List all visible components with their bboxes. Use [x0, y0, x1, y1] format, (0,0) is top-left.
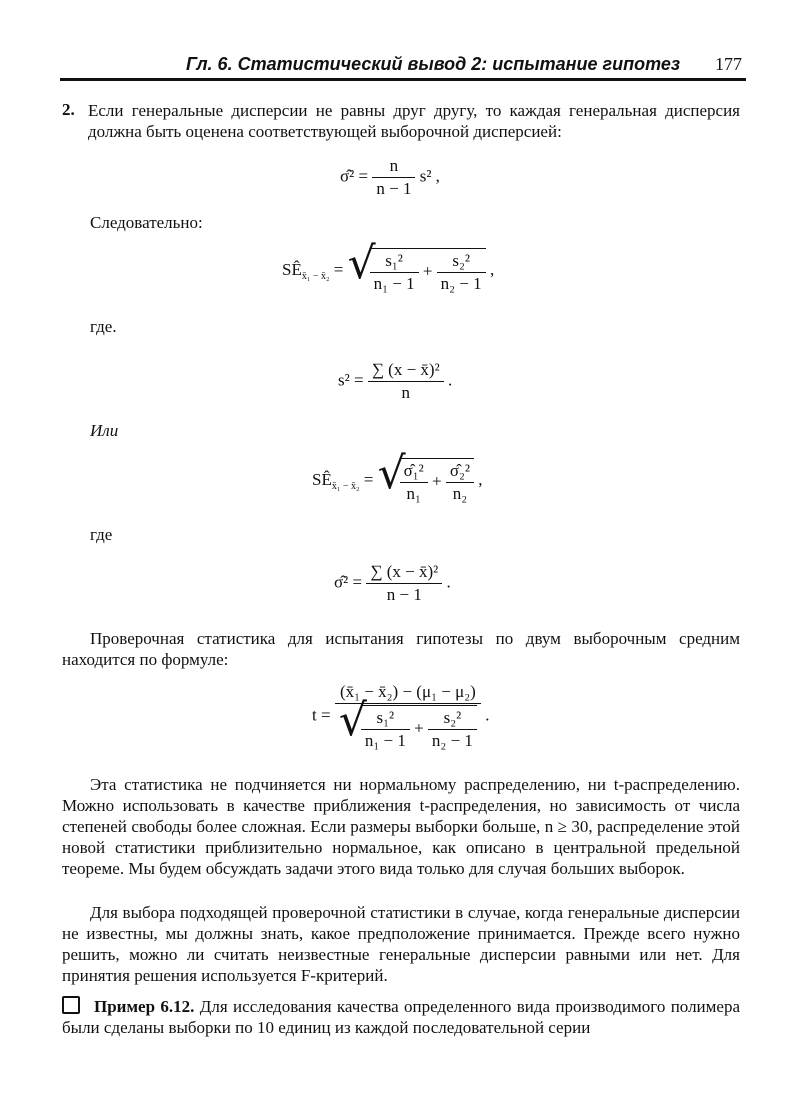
eq6-frac-2: [428, 708, 477, 751]
page-header: [60, 52, 746, 81]
eq2-lhs-subscript: x̄₁ − x̄₂: [301, 270, 330, 282]
eq2-sqrt: [347, 238, 486, 294]
eq4-radicand: [400, 458, 474, 504]
item-2-text: Если генеральные дисперсии не равны друг другу, то каждая генеральная дисперсия должна быть оценена соответствующей выборочной дисперсией:: [88, 101, 740, 141]
eq3-numerator: ∑ (x − x̄)²: [368, 360, 444, 382]
eq4-frac-2: [446, 461, 474, 504]
eq1-numerator: n: [372, 156, 415, 178]
equation-6: [312, 682, 489, 751]
eq2-den-2: n₂ − 1: [440, 274, 482, 293]
eq5-denominator: n − 1: [386, 585, 422, 604]
eq4-lhs: SÊ: [312, 469, 332, 489]
eq4-tail: ,: [478, 469, 483, 489]
eq4-num-2: σ̂₂²: [446, 461, 474, 483]
eq3-denominator: n: [401, 383, 410, 402]
eq4-den-1: n₁: [406, 484, 421, 503]
eq4-lhs-subscript: x̄₁ − x̄₂: [331, 480, 360, 492]
eq4-den-2: n₂: [452, 484, 468, 503]
eq1-fraction: [372, 156, 415, 199]
eq2-tail: ,: [489, 259, 495, 279]
paragraph-statistic-distribution: Эта статистика не подчиняется ни нормальному распределению, ни t-распределению. Можно использовать в качестве приближения t-распределения, но зависимость от числа степеней свободы более сложная. Если размеры выборки больше, n ≥ 30, распределение этой новой статистики приблизительно нормальное, как описано в центральной предельной теореме. Мы будем обсуждать задачи этого вида только для случая больших выборок.: [62, 775, 740, 878]
eq6-sqrt: [338, 695, 477, 751]
eq4-sqrt: [377, 448, 474, 504]
example-6-12: [62, 996, 740, 1038]
eq2-lhs: SÊ: [282, 259, 302, 279]
eq6-frac-1: [361, 708, 410, 751]
eq2-radicand: [370, 248, 486, 294]
word-therefore: Следовательно:: [90, 213, 203, 232]
radical-sign-icon: √: [338, 695, 367, 746]
eq5-numerator: ∑ (x − x̄)²: [366, 562, 442, 584]
eq2-num-1: s₁²: [370, 251, 419, 273]
radical-sign-icon: √: [377, 448, 406, 499]
eq2-num-2: s₂²: [437, 251, 486, 273]
equation-4: [312, 448, 483, 504]
radical-sign-icon: √: [347, 238, 376, 289]
eq5-tail: .: [446, 572, 451, 592]
eq6-denominator: [335, 695, 481, 751]
eq6-plus: +: [414, 718, 424, 738]
eq2-equals: =: [333, 259, 344, 279]
eq6-den-1: n₁ − 1: [364, 731, 406, 750]
eq5-fraction: [366, 562, 442, 605]
eq4-num-1: σ̂₁²: [400, 461, 428, 483]
eq6-tail: .: [485, 705, 490, 725]
eq4-plus: +: [432, 471, 442, 491]
running-title: Гл. 6. Статистический вывод 2: испытание гипотез: [186, 54, 681, 74]
eq6-num-1: s₁²: [361, 708, 410, 730]
word-where-1: где.: [90, 317, 117, 336]
eq2-den-1: n₁ − 1: [373, 274, 415, 293]
eq6-lhs: t =: [312, 705, 331, 725]
eq5-lhs: σ̂² =: [334, 572, 363, 592]
equation-2: [282, 238, 495, 294]
eq6-numerator: (x̄₁ − x̄₂) − (μ₁ − μ₂): [335, 682, 481, 704]
eq3-lhs: s² =: [338, 370, 364, 390]
eq6-radicand: [361, 705, 477, 751]
eq6-fraction: [335, 682, 481, 751]
eq6-den-2: n₂ − 1: [431, 731, 473, 750]
eq1-tail: s² ,: [419, 166, 440, 186]
example-box-icon: [62, 996, 80, 1014]
example-text: Для исследования качества определенного вида производимого полимера были сделаны выборки по 10 единиц из каждой последовательной серии: [62, 997, 740, 1037]
eq2-plus: +: [422, 261, 433, 281]
eq2-frac-1: [370, 251, 419, 294]
eq4-equals: =: [363, 469, 374, 489]
word-where-2: где: [90, 525, 113, 544]
eq2-frac-2: [437, 251, 486, 294]
paragraph-test-statistic: Проверочная статистика для испытания гипотезы по двум выборочным средним находится по формуле:: [62, 629, 740, 669]
paragraph-choice: Для выбора подходящей проверочной статистики в случае, когда генеральные дисперсии не известны, мы должны знать, какое предположение принимается. Прежде всего нужно решить, можно ли считать неизвестные генеральные дисперсии равными или нет. Для принятия решения используется F-критерий.: [62, 903, 740, 985]
example-label: Пример 6.12.: [94, 997, 195, 1016]
equation-5: [334, 562, 451, 605]
item-number: 2.: [62, 100, 75, 119]
eq1-lhs: σ̂² =: [340, 166, 369, 186]
eq6-num-2: s₂²: [428, 708, 477, 730]
eq3-fraction: [368, 360, 444, 403]
equation-1: [340, 156, 440, 199]
eq1-denominator: n − 1: [376, 179, 412, 198]
page-number: 177: [715, 54, 742, 74]
equation-3: [338, 360, 452, 403]
word-or: Или: [90, 421, 119, 440]
eq3-tail: .: [447, 370, 453, 390]
